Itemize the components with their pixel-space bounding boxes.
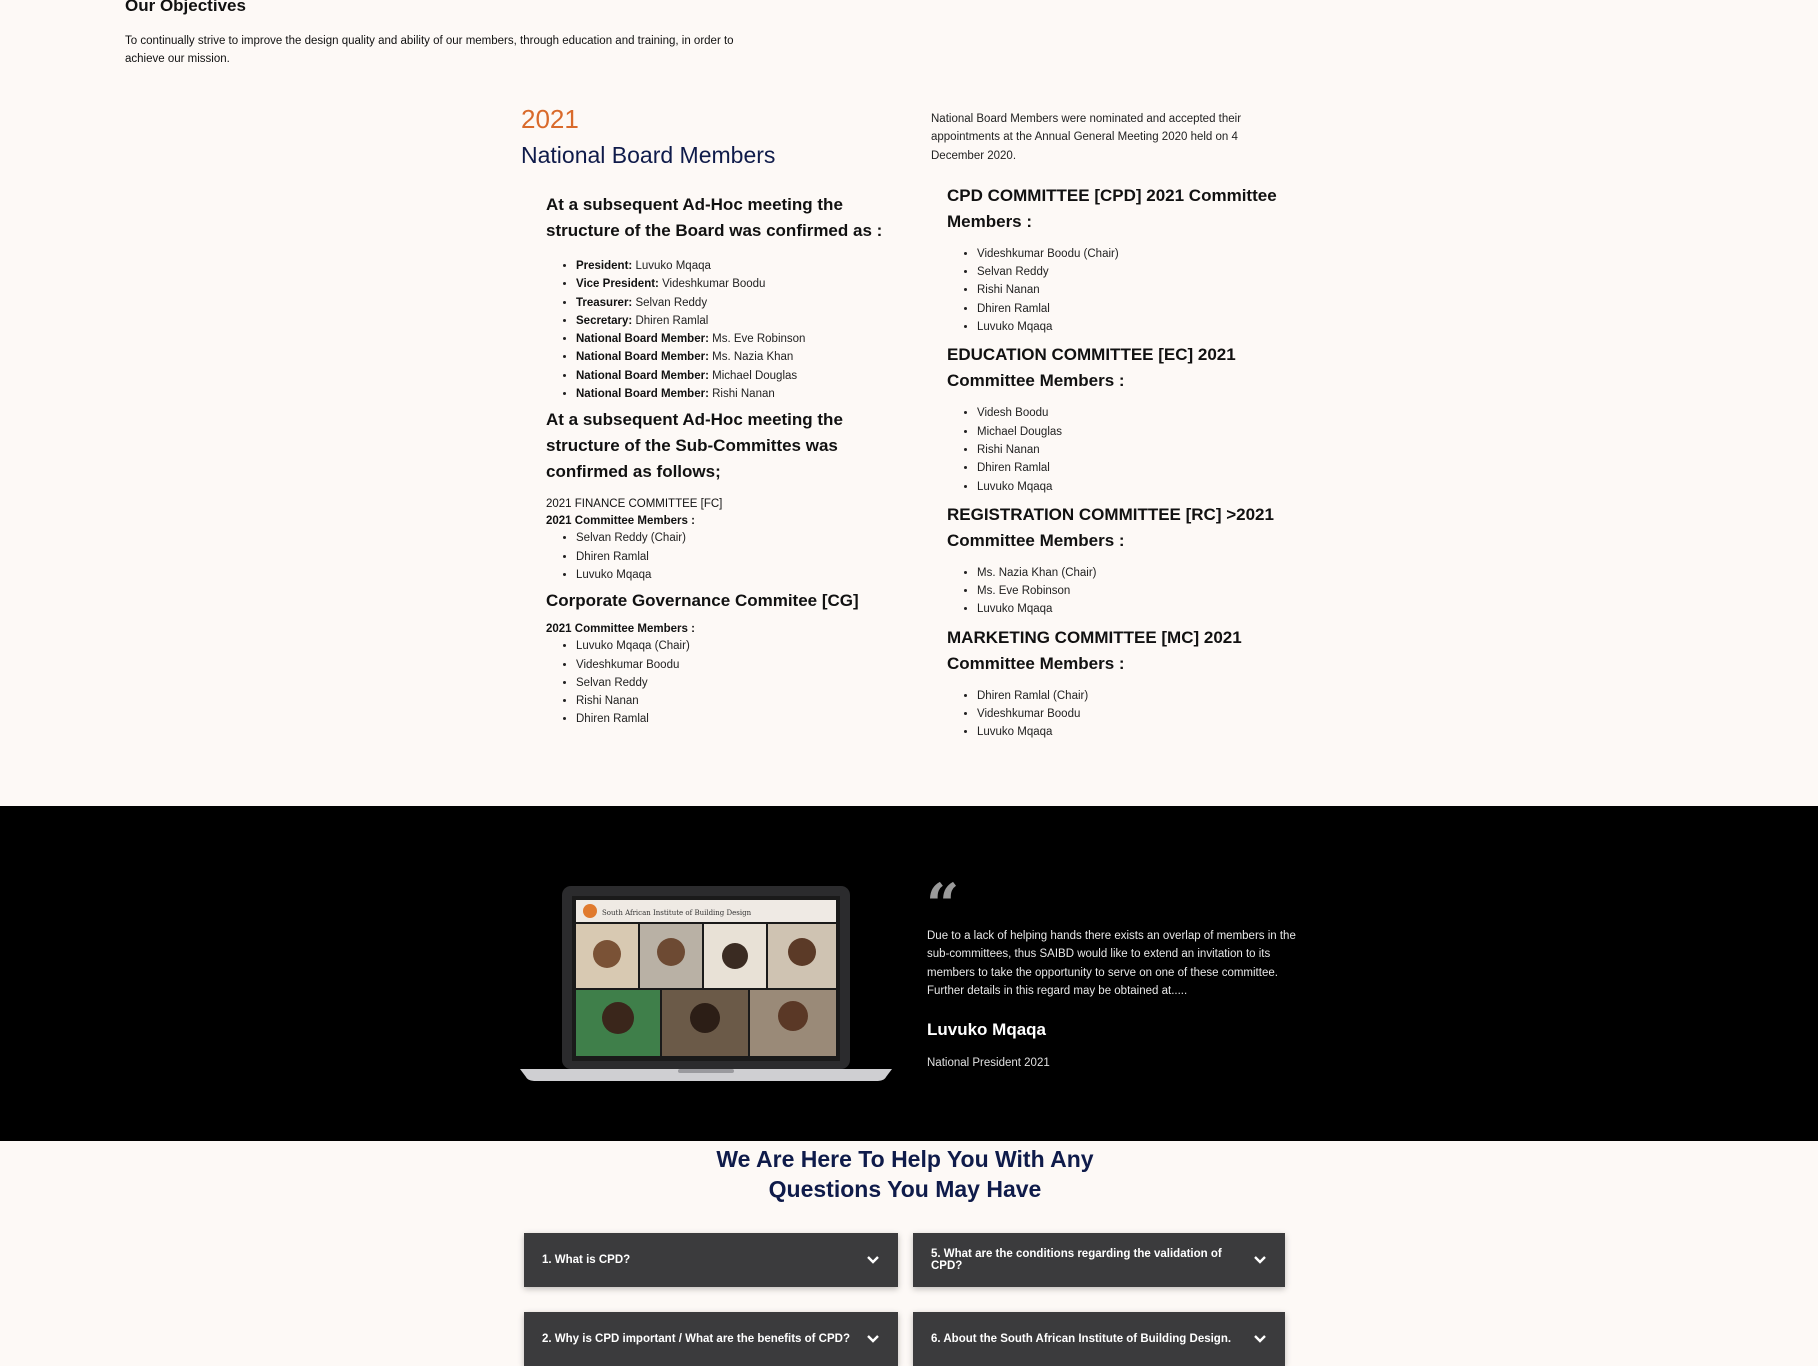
objectives-text: To continually strive to improve the design quality and ability of our members, through education and training, in order to achieve our mission. <box>125 35 734 65</box>
finance-title: 2021 FINANCE COMMITTEE [FC] <box>546 498 723 511</box>
testimonial-quote: Due to a lack of helping hands there exists an overlap of members in the sub-committees, thus SAIBD would like to extend an invitation to its members to take the opportunity to serve on one of these committee. Further details in this regard may be obtained at..... <box>927 930 1296 997</box>
list-item: • Ms. Nazia Khan (Chair) <box>977 564 1311 582</box>
list-item: • Selvan Reddy (Chair) <box>576 529 896 547</box>
marketing-title: MARKETING COMMITTEE [MC] 2021 Committee Members : <box>947 627 1242 673</box>
faq-question-label: 6. About the South African Institute of Building Design. <box>931 1333 1232 1345</box>
list-item: • Videshkumar Boodu (Chair) <box>977 245 1311 263</box>
board-right-column <box>931 110 1311 742</box>
list-item: • Treasurer: Selvan Reddy <box>576 294 896 312</box>
registration-title: REGISTRATION COMMITTEE [RC] >2021 Committee Members : <box>947 504 1274 550</box>
list-item: • National Board Member: Ms. Nazia Khan <box>576 348 896 366</box>
list-item: • Secretary: Dhiren Ramlal <box>576 312 896 330</box>
list-item: • National Board Member: Ms. Eve Robinson <box>576 330 896 348</box>
chevron-down-icon <box>1253 1334 1267 1344</box>
registration-member-list <box>947 564 1311 619</box>
board-intro-text: National Board Members were nominated and accepted their appointments at the Annual General Meeting 2020 held on 4 December 2020. <box>931 113 1242 162</box>
list-item: • Dhiren Ramlal <box>576 548 896 566</box>
year-label: 2021 <box>521 104 579 134</box>
education-member-list <box>947 404 1311 495</box>
testimonial-section <box>0 806 1818 1141</box>
board-left-column <box>546 192 896 729</box>
laptop-video-call-image <box>520 886 892 1081</box>
finance-members-label: 2021 Committee Members : <box>546 515 695 528</box>
finance-member-list <box>546 529 896 584</box>
faq-item-what-is-cpd[interactable] <box>524 1233 898 1287</box>
list-item: • Ms. Eve Robinson <box>977 582 1311 600</box>
laptop-notch <box>678 1069 734 1073</box>
list-item: • Luvuko Mqaqa <box>977 600 1311 618</box>
list-item: • National Board Member: Michael Douglas <box>576 367 896 385</box>
list-item: • Luvuko Mqaqa <box>576 566 896 584</box>
objectives-title: Our Objectives <box>125 0 246 15</box>
faq-question-label: 1. What is CPD? <box>542 1254 631 1266</box>
list-item: • Luvuko Mqaqa <box>977 478 1311 496</box>
list-item: • Dhiren Ramlal <box>977 459 1311 477</box>
list-item: • National Board Member: Rishi Nanan <box>576 385 896 403</box>
faq-title-line1: We Are Here To Help You With Any <box>716 1146 1094 1172</box>
avatar <box>788 938 816 966</box>
list-item: • Selvan Reddy <box>977 263 1311 281</box>
list-item: • Videshkumar Boodu <box>977 705 1311 723</box>
subcommittee-heading: At a subsequent Ad-Hoc meeting the structure of the Sub-Committes was confirmed as follows; <box>546 410 843 482</box>
board-member-list <box>546 257 896 403</box>
list-item: • Rishi Nanan <box>977 281 1311 299</box>
faq-title <box>600 1144 1210 1204</box>
screen-header-text: South African Institute of Building Design <box>602 909 752 917</box>
chevron-down-icon <box>866 1334 880 1344</box>
marketing-member-list <box>947 687 1311 742</box>
list-item: • Videsh Boodu <box>977 404 1311 422</box>
cpd-member-list <box>947 245 1311 336</box>
avatar <box>593 940 621 968</box>
chevron-down-icon <box>866 1255 880 1265</box>
list-item: • Dhiren Ramlal <box>576 710 896 728</box>
faq-item-cpd-benefits[interactable] <box>524 1312 898 1366</box>
avatar <box>602 1002 634 1034</box>
list-item: • Selvan Reddy <box>576 674 896 692</box>
chevron-down-icon <box>1253 1255 1267 1265</box>
faq-title-line2: Questions You May Have <box>768 1176 1042 1202</box>
list-item: • Rishi Nanan <box>977 441 1311 459</box>
list-item: • Dhiren Ramlal <box>977 300 1311 318</box>
governance-members-label: 2021 Committee Members : <box>546 623 695 636</box>
testimonial-name: Luvuko Mqaqa <box>927 1020 1047 1039</box>
list-item: • Vice President: Videshkumar Boodu <box>576 275 896 293</box>
list-item: • Luvuko Mqaqa <box>977 723 1311 741</box>
avatar <box>690 1003 720 1033</box>
governance-member-list <box>546 637 896 728</box>
avatar <box>722 943 748 969</box>
list-item: • Michael Douglas <box>977 423 1311 441</box>
quote-icon: “ <box>926 871 960 939</box>
faq-item-about-saibd[interactable] <box>913 1312 1285 1366</box>
list-item: • Luvuko Mqaqa (Chair) <box>576 637 896 655</box>
avatar <box>657 938 685 966</box>
testimonial-role: National President 2021 <box>927 1057 1050 1069</box>
faq-question-label: 5. What are the conditions regarding the validation of CPD? <box>931 1248 1222 1272</box>
list-item: • Rishi Nanan <box>576 692 896 710</box>
list-item: • President: Luvuko Mqaqa <box>576 257 896 275</box>
avatar <box>778 1001 808 1031</box>
board-structure-heading: At a subsequent Ad-Hoc meeting the structure of the Board was confirmed as : <box>546 195 883 240</box>
board-title: National Board Members <box>521 142 776 168</box>
cpd-title: CPD COMMITTEE [CPD] 2021 Committee Members : <box>947 185 1277 231</box>
faq-question-label: 2. Why is CPD important / What are the benefits of CPD? <box>542 1333 850 1345</box>
governance-title: Corporate Governance Commitee [CG] <box>546 591 859 611</box>
list-item: • Luvuko Mqaqa <box>977 318 1311 336</box>
list-item: • Videshkumar Boodu <box>576 656 896 674</box>
education-title: EDUCATION COMMITTEE [EC] 2021 Committee Members : <box>947 345 1236 391</box>
logo-icon <box>583 904 597 918</box>
faq-item-cpd-validation[interactable] <box>913 1233 1285 1287</box>
list-item: • Dhiren Ramlal (Chair) <box>977 687 1311 705</box>
